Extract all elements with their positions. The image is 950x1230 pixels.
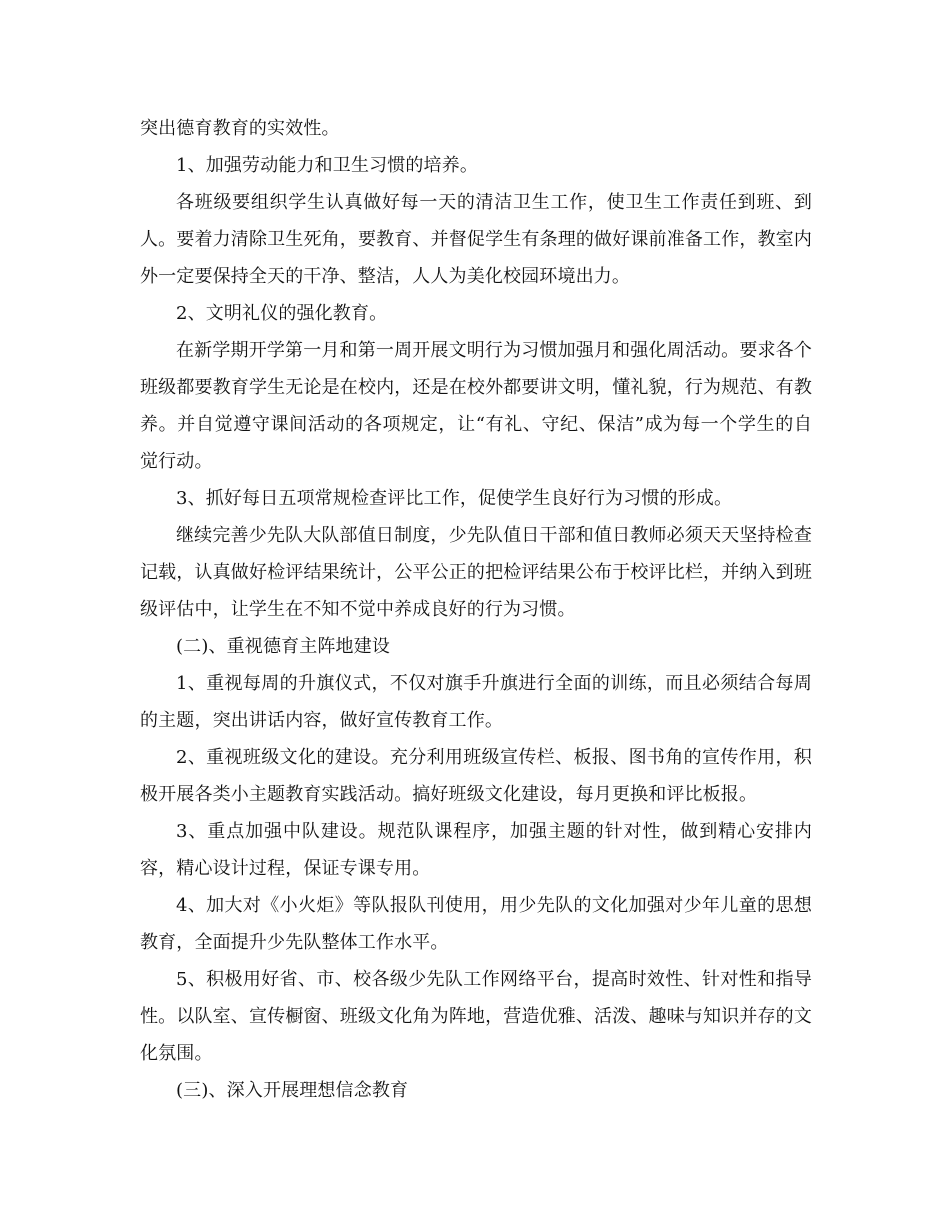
section-heading-ideals: (三)、深入开展理想信念教育 [176,1080,409,1101]
section-heading-moral-base: (二)、重视德育主阵地建设 [176,636,390,657]
paragraph-flag-ceremony: 1、重视每周的升旗仪式，不仅对旗手升旗进行全面的训练，而且必须结合每周的主题，突出讲话内容，做好宣传教育工作。 [140,673,812,731]
paragraph-network-platform: 5、积极用好省、市、校各级少先队工作网络平台，提高时效性、针对性和指导性。以队室、宣传橱窗、班级文化角为阵地，营造优雅、活泼、趣味与知识并存的文化氛围。 [140,969,812,1064]
paragraph-publications: 4、加大对《小火炬》等队报队刊使用，用少先队的文化加强对少年儿童的思想教育，全面提升少先队整体工作水平。 [140,895,812,953]
paragraph-squad-building: 3、重点加强中队建设。规范队课程序，加强主题的针对性，做到精心安排内容，精心设计过程，保证专课专用。 [140,821,812,879]
subheading-daily-inspection: 3、抓好每日五项常规检查评比工作，促使学生良好行为习惯的形成。 [176,488,733,509]
paragraph-daily-inspection: 继续完善少先队大队部值日制度，少先队值日干部和值日教师必须天天坚持检查记载，认真做好检评结果统计，公平公正的把检评结果公布于校评比栏，并纳入到班级评估中，让学生在不知不觉中养成良好的行为习惯。 [140,525,812,620]
paragraph-etiquette: 在新学期开学第一月和第一周开展文明行为习惯加强月和强化周活动。要求各个班级都要教育学生无论是在校内，还是在校外都要讲文明，懂礼貌，行为规范、有教养。并自觉遵守课间活动的各项规定，让“有礼、守纪、保洁”成为每一个学生的自觉行动。 [140,340,812,472]
paragraph-hygiene: 各班级要组织学生认真做好每一天的清洁卫生工作，使卫生工作责任到班、到人。要着力清除卫生死角，要教育、并督促学生有条理的做好课前准备工作，教室内外一定要保持全天的干净、整洁，人人为美化校园环境出力。 [140,192,812,287]
subheading-labor-hygiene: 1、加强劳动能力和卫生习惯的培养。 [176,155,479,176]
paragraph-class-culture: 2、重视班级文化的建设。充分利用班级宣传栏、板报、图书角的宣传作用，积极开展各类小主题教育实践活动。搞好班级文化建设，每月更换和评比板报。 [140,747,812,805]
document-body [140,110,812,1109]
paragraph-continuation: 突出德育教育的实效性。 [140,118,340,139]
subheading-etiquette: 2、文明礼仪的强化教育。 [176,303,388,324]
